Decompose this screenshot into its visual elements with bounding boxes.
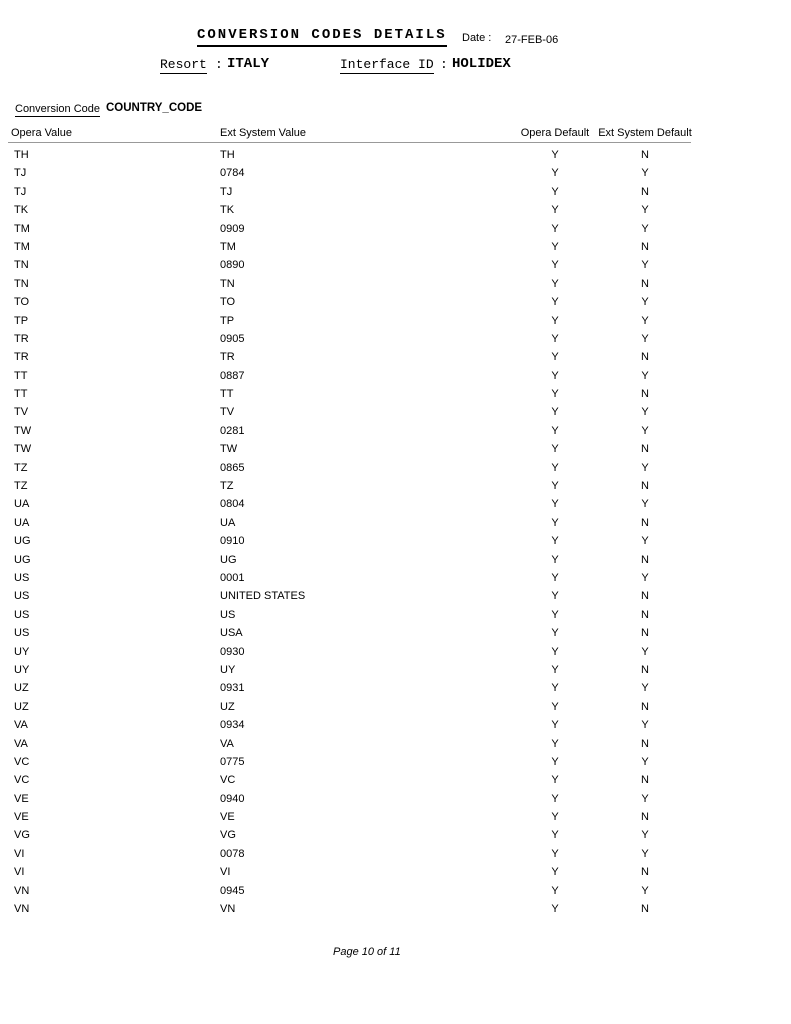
opera-value-cell: VA [14,719,28,732]
opera-default-cell: Y [551,498,559,511]
opera-value-cell: VG [14,829,30,842]
opera-value-cell: TJ [14,185,27,198]
table-row [0,643,791,661]
opera-default-cell: Y [551,167,559,180]
ext-system-default-cell: Y [641,535,649,548]
ext-system-default-cell: N [641,700,649,713]
table-row [0,698,791,716]
page-title: CONVERSION CODES DETAILS [197,27,447,47]
opera-default-cell: Y [551,296,559,309]
opera-default-cell: Y [551,535,559,548]
ext-system-default-cell: Y [641,719,649,732]
interface-id-colon: : [440,57,448,72]
interface-id-label: Interface ID [340,57,434,72]
opera-value-cell: TT [14,388,28,401]
opera-value-cell: UZ [14,682,29,695]
opera-default-cell: Y [551,737,559,750]
ext-system-value-cell: 0865 [220,461,245,474]
opera-value-cell: TJ [14,167,27,180]
table-row [0,606,791,624]
opera-value-cell: TW [14,424,32,437]
opera-default-cell: Y [551,903,559,916]
opera-value-cell: UA [14,516,30,529]
table-row [0,826,791,844]
ext-system-value-cell: TZ [220,480,234,493]
opera-default-cell: Y [551,627,559,640]
opera-default-cell: Y [551,480,559,493]
opera-value-cell: TH [14,149,29,161]
ext-system-default-cell: Y [641,498,649,511]
table-row [0,275,791,293]
table-row [0,900,791,918]
opera-value-cell: TT [14,369,28,382]
opera-value-cell: VC [14,755,30,768]
column-header-ext-system-value: Ext System Value [220,127,306,139]
table-row [0,551,791,569]
ext-system-default-cell: N [641,516,649,529]
ext-system-value-cell: UG [220,553,237,566]
opera-default-cell: Y [551,608,559,621]
opera-value-cell: US [14,571,30,584]
table-row [0,790,791,808]
opera-default-cell: Y [551,314,559,327]
opera-value-cell: TZ [14,461,28,474]
opera-default-cell: Y [551,553,559,566]
opera-default-cell: Y [551,792,559,805]
table-row [0,293,791,311]
opera-default-cell: Y [551,259,559,272]
opera-value-cell: US [14,627,30,640]
ext-system-value-cell: VE [220,811,235,824]
ext-system-value-cell: TT [220,388,234,401]
opera-default-cell: Y [551,829,559,842]
ext-system-default-cell: Y [641,222,649,235]
ext-system-default-cell: Y [641,332,649,345]
ext-system-default-cell: Y [641,461,649,474]
column-header-opera-default: Opera Default [520,127,590,139]
ext-system-default-cell: N [641,590,649,603]
ext-system-default-cell: Y [641,792,649,805]
ext-system-default-cell: Y [641,884,649,897]
table-row [0,146,791,164]
opera-value-cell: US [14,590,30,603]
ext-system-value-cell: UNITED STATES [220,590,306,603]
table-row [0,403,791,421]
ext-system-value-cell: 0930 [220,645,245,658]
column-header-ext-system-default: Ext System Default [598,127,692,139]
ext-system-default-cell: Y [641,682,649,695]
opera-value-cell: TW [14,443,32,456]
ext-system-value-cell: 0001 [220,571,245,584]
ext-system-value-cell: TW [220,443,238,456]
column-header-opera-value: Opera Value [11,127,72,139]
opera-default-cell: Y [551,332,559,345]
table-row [0,256,791,274]
opera-value-cell: UG [14,535,31,548]
ext-system-default-cell: N [641,185,649,198]
ext-system-default-cell: N [641,277,649,290]
page-number: Page 10 of 11 [333,946,401,958]
table-row [0,863,791,881]
ext-system-default-cell: Y [641,645,649,658]
ext-system-default-cell: N [641,811,649,824]
ext-system-value-cell: 0934 [220,719,245,732]
ext-system-default-cell: N [641,149,649,161]
ext-system-value-cell: TJ [220,185,233,198]
opera-default-cell: Y [551,185,559,198]
opera-value-cell: VE [14,811,29,824]
opera-value-cell: VI [14,847,25,860]
opera-default-cell: Y [551,847,559,860]
opera-value-cell: TO [14,296,30,309]
ext-system-value-cell: VC [220,774,236,787]
table-row [0,679,791,697]
resort-colon: : [215,57,223,72]
ext-system-default-cell: Y [641,829,649,842]
ext-system-default-cell: N [641,663,649,676]
ext-system-value-cell: 0887 [220,369,245,382]
opera-value-cell: TV [14,406,29,419]
ext-system-default-cell: Y [641,314,649,327]
opera-value-cell: TM [14,240,30,253]
ext-system-default-cell: Y [641,204,649,217]
table-row [0,238,791,256]
opera-value-cell: TN [14,259,29,272]
ext-system-value-cell: UA [220,516,236,529]
opera-default-cell: Y [551,682,559,695]
ext-system-default-cell: N [641,351,649,364]
ext-system-default-cell: Y [641,847,649,860]
opera-default-cell: Y [551,811,559,824]
ext-system-default-cell: N [641,903,649,916]
table-row [0,312,791,330]
ext-system-default-cell: Y [641,571,649,584]
opera-value-cell: VN [14,884,30,897]
ext-system-value-cell: 0775 [220,755,245,768]
interface-id-value: HOLIDEX [452,56,511,72]
ext-system-default-cell: N [641,480,649,493]
opera-value-cell: UZ [14,700,29,713]
table-row [0,882,791,900]
opera-value-cell: UY [14,663,30,676]
opera-default-cell: Y [551,866,559,879]
opera-value-cell: TZ [14,480,28,493]
opera-value-cell: TN [14,277,29,290]
opera-default-cell: Y [551,700,559,713]
ext-system-default-cell: N [641,443,649,456]
ext-system-value-cell: TV [220,406,235,419]
ext-system-value-cell: 0078 [220,847,245,860]
ext-system-value-cell: TM [220,240,236,253]
table-row [0,716,791,734]
ext-system-value-cell: TP [220,314,235,327]
opera-default-cell: Y [551,755,559,768]
opera-default-cell: Y [551,884,559,897]
ext-system-default-cell: N [641,866,649,879]
table-row [0,422,791,440]
ext-system-default-cell: N [641,553,649,566]
ext-system-value-cell: 0910 [220,535,245,548]
opera-value-cell: TM [14,222,30,235]
ext-system-value-cell: UY [220,663,236,676]
opera-default-cell: Y [551,369,559,382]
opera-default-cell: Y [551,222,559,235]
table-row [0,808,791,826]
table-row [0,220,791,238]
opera-default-cell: Y [551,406,559,419]
table-row [0,569,791,587]
ext-system-default-cell: N [641,774,649,787]
table-header-divider [8,142,691,143]
opera-value-cell: TK [14,204,29,217]
ext-system-value-cell: 0931 [220,682,245,695]
ext-system-default-cell: N [641,388,649,401]
opera-default-cell: Y [551,774,559,787]
ext-system-value-cell: 0940 [220,792,245,805]
ext-system-default-cell: N [641,240,649,253]
table-row [0,183,791,201]
conversion-code-value: COUNTRY_CODE [106,102,203,114]
opera-value-cell: US [14,608,30,621]
ext-system-value-cell: 0909 [220,222,245,235]
table-row [0,514,791,532]
table-row [0,164,791,182]
ext-system-value-cell: USA [220,627,243,640]
table-row [0,661,791,679]
ext-system-default-cell: N [641,608,649,621]
table-row [0,624,791,642]
date-value: 27-FEB-06 [505,34,559,46]
table-row [0,330,791,348]
opera-value-cell: UY [14,645,30,658]
opera-default-cell: Y [551,204,559,217]
opera-default-cell: Y [551,240,559,253]
conversion-code-label: Conversion Code [15,103,100,115]
opera-default-cell: Y [551,149,559,161]
ext-system-default-cell: Y [641,259,649,272]
resort-label: Resort [160,57,207,72]
ext-system-value-cell: UZ [220,700,235,713]
opera-default-cell: Y [551,351,559,364]
opera-value-cell: VN [14,903,30,916]
resort-value: ITALY [227,56,270,72]
ext-system-value-cell: 0804 [220,498,245,511]
ext-system-value-cell: TO [220,296,236,309]
ext-system-value-cell: TN [220,277,235,290]
opera-value-cell: VC [14,774,30,787]
ext-system-value-cell: VA [220,737,234,750]
opera-value-cell: TR [14,332,29,345]
table-row [0,385,791,403]
ext-system-value-cell: TK [220,204,235,217]
ext-system-value-cell: 0945 [220,884,245,897]
ext-system-value-cell: US [220,608,236,621]
ext-system-value-cell: 0784 [220,167,245,180]
opera-default-cell: Y [551,388,559,401]
table-row [0,753,791,771]
ext-system-default-cell: Y [641,296,649,309]
opera-default-cell: Y [551,461,559,474]
table-row [0,495,791,513]
ext-system-value-cell: 0890 [220,259,245,272]
ext-system-value-cell: 0905 [220,332,245,345]
table-row [0,440,791,458]
opera-value-cell: VI [14,866,25,879]
table-row [0,348,791,366]
table-row [0,201,791,219]
opera-value-cell: VA [14,737,28,750]
table-body [0,146,791,918]
date-label: Date : [462,32,492,44]
opera-value-cell: TR [14,351,29,364]
opera-default-cell: Y [551,516,559,529]
table-row [0,367,791,385]
opera-default-cell: Y [551,424,559,437]
ext-system-value-cell: TH [220,149,235,161]
ext-system-value-cell: TR [220,351,235,364]
ext-system-value-cell: VI [220,866,231,879]
table-row [0,459,791,477]
table-row [0,587,791,605]
opera-default-cell: Y [551,443,559,456]
table-row [0,735,791,753]
table-row [0,771,791,789]
ext-system-default-cell: Y [641,167,649,180]
ext-system-value-cell: VN [220,903,236,916]
ext-system-default-cell: Y [641,755,649,768]
opera-default-cell: Y [551,590,559,603]
table-row [0,845,791,863]
opera-default-cell: Y [551,645,559,658]
ext-system-default-cell: Y [641,369,649,382]
table-row [0,477,791,495]
table-row [0,532,791,550]
opera-value-cell: TP [14,314,29,327]
ext-system-value-cell: 0281 [220,424,245,437]
opera-value-cell: UG [14,553,31,566]
opera-default-cell: Y [551,277,559,290]
opera-default-cell: Y [551,719,559,732]
opera-default-cell: Y [551,663,559,676]
ext-system-default-cell: N [641,737,649,750]
ext-system-value-cell: VG [220,829,236,842]
ext-system-default-cell: N [641,627,649,640]
ext-system-default-cell: Y [641,424,649,437]
opera-value-cell: VE [14,792,29,805]
opera-default-cell: Y [551,571,559,584]
opera-value-cell: UA [14,498,30,511]
ext-system-default-cell: Y [641,406,649,419]
